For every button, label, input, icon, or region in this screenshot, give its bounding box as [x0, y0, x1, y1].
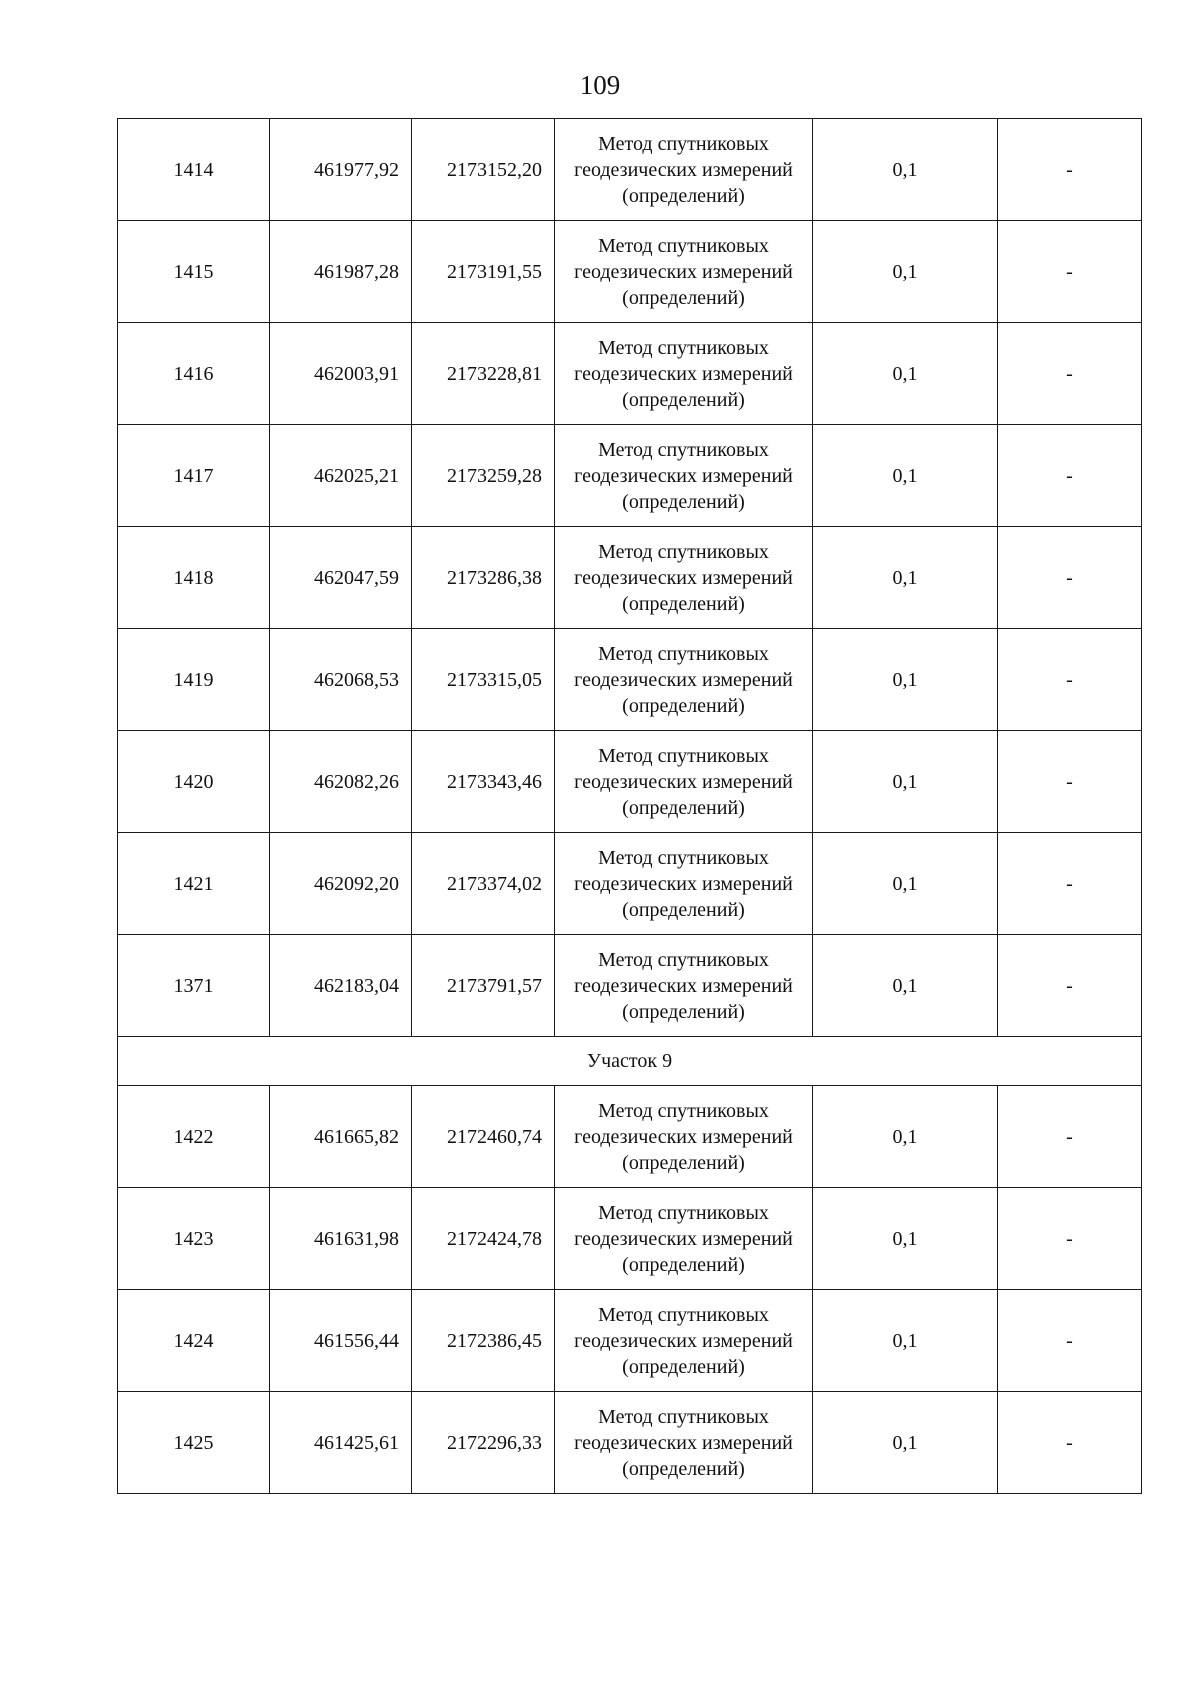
method-line-2: геодезических измерений — [574, 974, 793, 997]
x-coordinate-cell: 461556,44 — [270, 1290, 412, 1392]
y-coordinate-cell: 2172386,45 — [412, 1290, 555, 1392]
x-coordinate-cell: 461631,98 — [270, 1188, 412, 1290]
note-cell: - — [998, 833, 1142, 935]
y-coordinate-cell: 2173374,02 — [412, 833, 555, 935]
coordinates-table — [117, 118, 1142, 1494]
method-line-2: геодезических измерений — [574, 1329, 793, 1352]
method-line-1: Метод спутниковых — [598, 642, 769, 665]
y-coordinate-cell: 2173315,05 — [412, 629, 555, 731]
y-coordinate-cell: 2173191,55 — [412, 221, 555, 323]
table-row — [118, 935, 1142, 1037]
method-line-1: Метод спутниковых — [598, 1099, 769, 1122]
method-cell — [555, 323, 813, 425]
note-cell: - — [998, 221, 1142, 323]
accuracy-cell: 0,1 — [813, 731, 998, 833]
accuracy-cell: 0,1 — [813, 1290, 998, 1392]
note-cell: - — [998, 1290, 1142, 1392]
method-line-3: (определений) — [622, 1253, 745, 1276]
accuracy-cell: 0,1 — [813, 1086, 998, 1188]
method-line-3: (определений) — [622, 796, 745, 819]
page-number: 109 — [579, 70, 621, 100]
note-cell: - — [998, 1392, 1142, 1494]
method-line-1: Метод спутниковых — [598, 438, 769, 461]
table-row — [118, 221, 1142, 323]
accuracy-cell: 0,1 — [813, 119, 998, 221]
table-row — [118, 119, 1142, 221]
y-coordinate-cell: 2173152,20 — [412, 119, 555, 221]
table-body-after — [118, 1086, 1142, 1494]
note-cell: - — [998, 1086, 1142, 1188]
table-row — [118, 425, 1142, 527]
method-line-2: геодезических измерений — [574, 668, 793, 691]
method-line-3: (определений) — [622, 592, 745, 615]
method-cell — [555, 221, 813, 323]
point-id-cell: 1419 — [118, 629, 270, 731]
table-row — [118, 1290, 1142, 1392]
note-cell: - — [998, 1188, 1142, 1290]
table-row — [118, 731, 1142, 833]
x-coordinate-cell: 461987,28 — [270, 221, 412, 323]
method-line-3: (определений) — [622, 1355, 745, 1378]
method-cell — [555, 1392, 813, 1494]
y-coordinate-cell: 2173228,81 — [412, 323, 555, 425]
note-cell: - — [998, 425, 1142, 527]
accuracy-cell: 0,1 — [813, 425, 998, 527]
method-line-2: геодезических измерений — [574, 158, 793, 181]
method-line-2: геодезических измерений — [574, 770, 793, 793]
table-row — [118, 1086, 1142, 1188]
table-row — [118, 1188, 1142, 1290]
method-line-3: (определений) — [622, 286, 745, 309]
y-coordinate-cell: 2172296,33 — [412, 1392, 555, 1494]
method-line-1: Метод спутниковых — [598, 744, 769, 767]
x-coordinate-cell: 461425,61 — [270, 1392, 412, 1494]
method-cell — [555, 731, 813, 833]
point-id-cell: 1416 — [118, 323, 270, 425]
method-line-2: геодезических измерений — [574, 1125, 793, 1148]
y-coordinate-cell: 2173286,38 — [412, 527, 555, 629]
method-line-3: (определений) — [622, 694, 745, 717]
method-cell — [555, 1188, 813, 1290]
x-coordinate-cell: 462025,21 — [270, 425, 412, 527]
accuracy-cell: 0,1 — [813, 323, 998, 425]
method-line-2: геодезических измерений — [574, 872, 793, 895]
method-line-3: (определений) — [622, 490, 745, 513]
x-coordinate-cell: 462047,59 — [270, 527, 412, 629]
note-cell: - — [998, 629, 1142, 731]
section-row — [118, 1037, 1142, 1086]
y-coordinate-cell: 2172460,74 — [412, 1086, 555, 1188]
point-id-cell: 1422 — [118, 1086, 270, 1188]
method-line-3: (определений) — [622, 1457, 745, 1480]
table-row — [118, 629, 1142, 731]
table-section-body — [118, 1037, 1142, 1086]
accuracy-cell: 0,1 — [813, 221, 998, 323]
table-row — [118, 323, 1142, 425]
point-id-cell: 1424 — [118, 1290, 270, 1392]
method-line-3: (определений) — [622, 1151, 745, 1174]
section-title: Участок 9 — [118, 1037, 1142, 1086]
y-coordinate-cell: 2172424,78 — [412, 1188, 555, 1290]
method-line-3: (определений) — [622, 388, 745, 411]
point-id-cell: 1423 — [118, 1188, 270, 1290]
note-cell: - — [998, 935, 1142, 1037]
method-cell — [555, 1290, 813, 1392]
y-coordinate-cell: 2173343,46 — [412, 731, 555, 833]
x-coordinate-cell: 462068,53 — [270, 629, 412, 731]
method-line-2: геодезических измерений — [574, 464, 793, 487]
point-id-cell: 1418 — [118, 527, 270, 629]
table-body-before — [118, 119, 1142, 1037]
x-coordinate-cell: 461665,82 — [270, 1086, 412, 1188]
method-line-2: геодезических измерений — [574, 362, 793, 385]
method-line-1: Метод спутниковых — [598, 1201, 769, 1224]
point-id-cell: 1417 — [118, 425, 270, 527]
y-coordinate-cell: 2173259,28 — [412, 425, 555, 527]
x-coordinate-cell: 461977,92 — [270, 119, 412, 221]
x-coordinate-cell: 462003,91 — [270, 323, 412, 425]
table-row — [118, 1392, 1142, 1494]
accuracy-cell: 0,1 — [813, 629, 998, 731]
method-line-1: Метод спутниковых — [598, 132, 769, 155]
method-line-1: Метод спутниковых — [598, 846, 769, 869]
method-line-2: геодезических измерений — [574, 1227, 793, 1250]
note-cell: - — [998, 323, 1142, 425]
accuracy-cell: 0,1 — [813, 833, 998, 935]
accuracy-cell: 0,1 — [813, 935, 998, 1037]
x-coordinate-cell: 462082,26 — [270, 731, 412, 833]
method-line-1: Метод спутниковых — [598, 1405, 769, 1428]
method-line-1: Метод спутниковых — [598, 948, 769, 971]
point-id-cell: 1420 — [118, 731, 270, 833]
note-cell: - — [998, 119, 1142, 221]
method-line-2: геодезических измерений — [574, 1431, 793, 1454]
note-cell: - — [998, 527, 1142, 629]
x-coordinate-cell: 462092,20 — [270, 833, 412, 935]
method-cell — [555, 527, 813, 629]
accuracy-cell: 0,1 — [813, 1392, 998, 1494]
method-cell — [555, 629, 813, 731]
point-id-cell: 1371 — [118, 935, 270, 1037]
method-cell — [555, 425, 813, 527]
method-line-3: (определений) — [622, 1000, 745, 1023]
method-line-1: Метод спутниковых — [598, 1303, 769, 1326]
accuracy-cell: 0,1 — [813, 527, 998, 629]
method-line-1: Метод спутниковых — [598, 336, 769, 359]
point-id-cell: 1414 — [118, 119, 270, 221]
point-id-cell: 1425 — [118, 1392, 270, 1494]
x-coordinate-cell: 462183,04 — [270, 935, 412, 1037]
y-coordinate-cell: 2173791,57 — [412, 935, 555, 1037]
method-cell — [555, 119, 813, 221]
method-line-3: (определений) — [622, 898, 745, 921]
method-line-2: геодезических измерений — [574, 566, 793, 589]
table-row — [118, 527, 1142, 629]
method-line-3: (определений) — [622, 184, 745, 207]
accuracy-cell: 0,1 — [813, 1188, 998, 1290]
point-id-cell: 1415 — [118, 221, 270, 323]
method-line-1: Метод спутниковых — [598, 540, 769, 563]
method-line-1: Метод спутниковых — [598, 234, 769, 257]
method-line-2: геодезических измерений — [574, 260, 793, 283]
point-id-cell: 1421 — [118, 833, 270, 935]
method-cell — [555, 935, 813, 1037]
table-row — [118, 833, 1142, 935]
method-cell — [555, 833, 813, 935]
note-cell: - — [998, 731, 1142, 833]
method-cell — [555, 1086, 813, 1188]
